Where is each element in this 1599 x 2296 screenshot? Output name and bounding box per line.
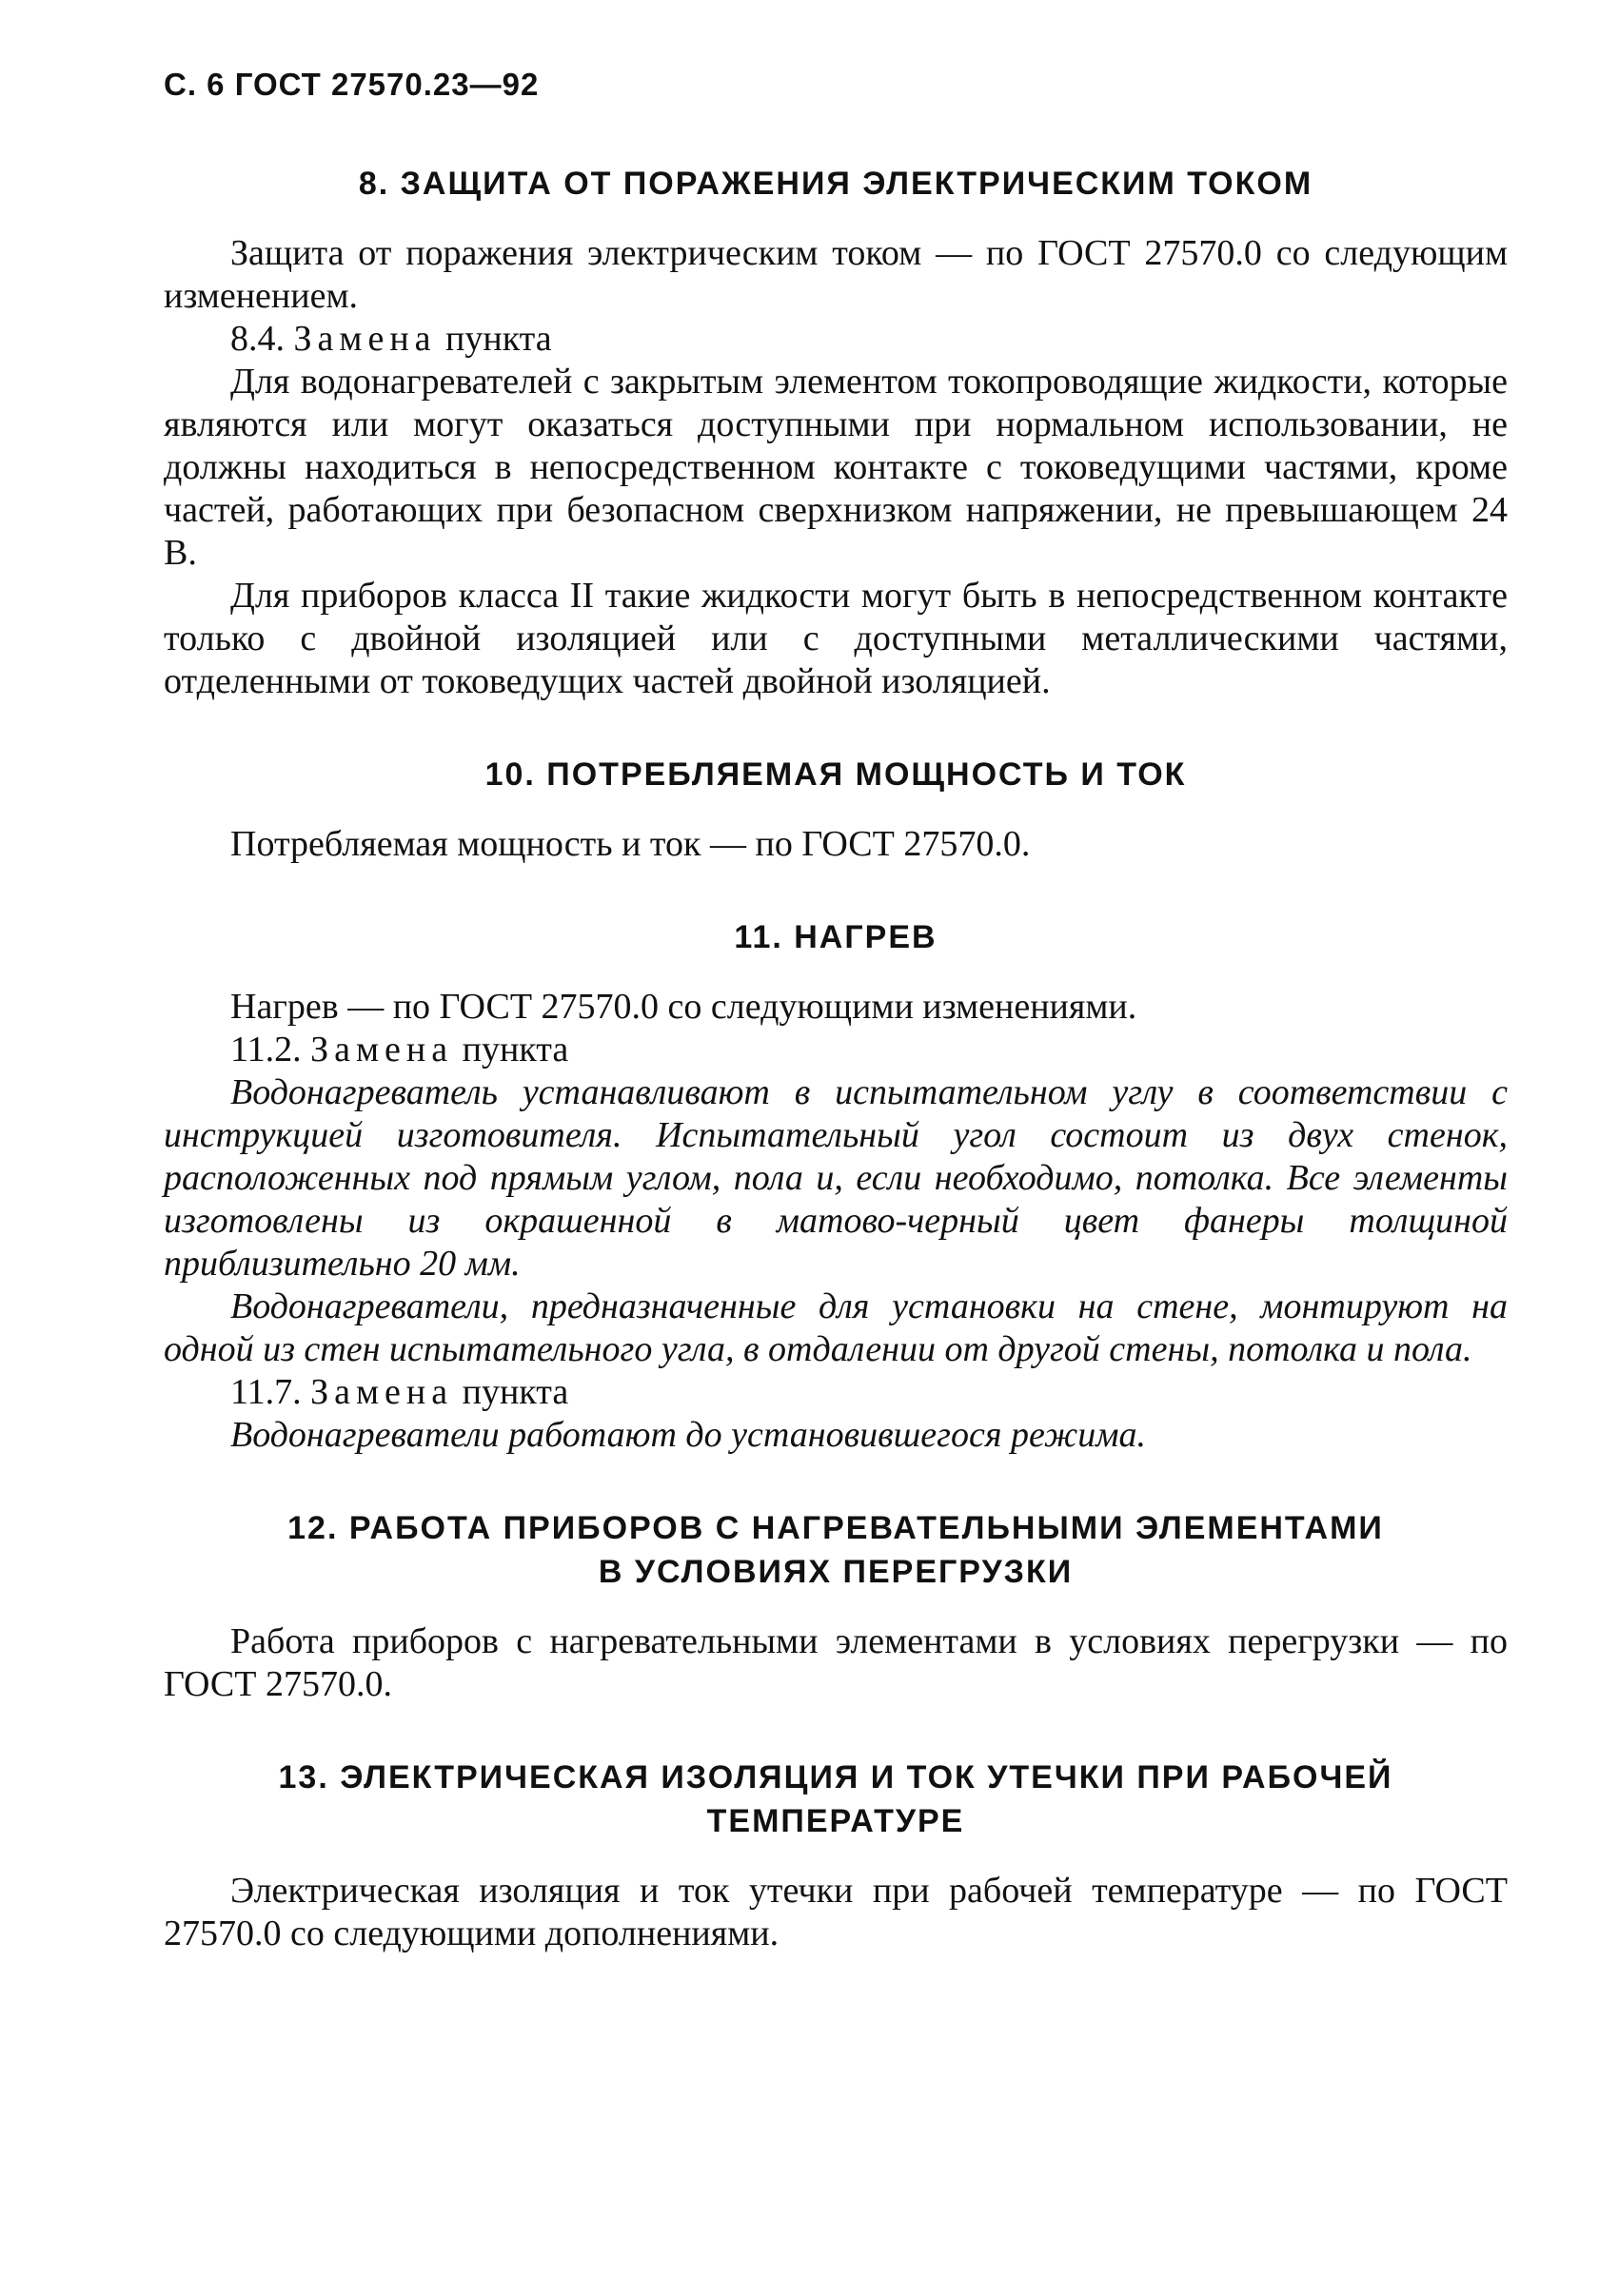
section-10 bbox=[164, 753, 1508, 866]
italic-paragraph: Водонагреватели работают до установившегося режима. bbox=[230, 1415, 1147, 1455]
italic-paragraph: Водонагреватель устанавливают в испытательном углу в соответствии с инструкцией изготовителя. Испытательный угол состоит из двух стенок, расположенных под прямым углом, пола и, если необходимо, потолка. Все элементы изготовлены из окрашенной в матово-черный цвет фанеры толщиной приблизительно 20 мм. bbox=[164, 1072, 1508, 1284]
section-13 bbox=[164, 1756, 1508, 1955]
section-title-line: ТЕМПЕРАТУРЕ bbox=[706, 1803, 965, 1839]
section-intro: Потребляемая мощность и ток — по ГОСТ 27570.0. bbox=[230, 824, 1031, 864]
paragraph: Для водонагревателей с закрытым элементом токопроводящие жидкости, которые являются или могут оказаться доступными при нормальном использовании, не должны находиться в непосредственном контакте с токоведущими частями, кроме частей, работающих при безопасном сверхнизком напряжении, не превышающем 24 В. bbox=[164, 362, 1508, 573]
clause-tail: пункта bbox=[445, 319, 552, 359]
clause-heading bbox=[164, 1029, 1508, 1071]
italic-paragraph: Водонагреватели, предназначенные для установки на стене, монтируют на одной из стен испытательного угла, в отдалении от другой стены, потолка и пола. bbox=[164, 1286, 1508, 1369]
clause-word: Замена bbox=[293, 319, 437, 359]
section-intro: Электрическая изоляция и ток утечки при рабочей температуре — по ГОСТ 27570.0 со следующими дополнениями. bbox=[164, 1871, 1508, 1953]
section-12 bbox=[164, 1506, 1508, 1706]
clause-tail: пункта bbox=[462, 1372, 569, 1412]
clause-number: 11.2. bbox=[230, 1030, 302, 1070]
clause-word: Замена bbox=[310, 1030, 454, 1070]
clause-word: Замена bbox=[310, 1372, 454, 1412]
section-title bbox=[164, 1506, 1508, 1594]
section-11 bbox=[164, 915, 1508, 1457]
section-title-line: 12. РАБОТА ПРИБОРОВ С НАГРЕВАТЕЛЬНЫМИ ЭЛЕМЕНТАМИ bbox=[287, 1510, 1384, 1546]
clause-heading bbox=[164, 1371, 1508, 1414]
page-content bbox=[164, 162, 1508, 1955]
section-title bbox=[164, 1756, 1508, 1843]
section-title-line: В УСЛОВИЯХ ПЕРЕГРУЗКИ bbox=[598, 1554, 1074, 1590]
clause-tail: пункта bbox=[462, 1030, 569, 1070]
section-title: 8. ЗАЩИТА ОТ ПОРАЖЕНИЯ ЭЛЕКТРИЧЕСКИМ ТОКОМ bbox=[358, 166, 1313, 202]
section-intro: Защита от поражения электрическим током — по ГОСТ 27570.0 со следующим изменением. bbox=[164, 233, 1508, 316]
section-intro: Нагрев — по ГОСТ 27570.0 со следующими изменениями. bbox=[230, 987, 1137, 1027]
section-intro: Работа приборов с нагревательными элементами в условиях перегрузки — по ГОСТ 27570.0. bbox=[164, 1621, 1508, 1704]
paragraph: Для приборов класса II такие жидкости могут быть в непосредственном контакте только с двойной изоляцией или с доступными металлическими частями, отделенными от токоведущих частей двойной изоляцией. bbox=[164, 576, 1508, 701]
section-8 bbox=[164, 162, 1508, 703]
running-head: С. 6 ГОСТ 27570.23—92 bbox=[164, 67, 540, 102]
clause-heading bbox=[164, 318, 1508, 361]
document-page bbox=[164, 0, 1508, 2296]
clause-number: 11.7. bbox=[230, 1372, 302, 1412]
section-title: 10. ПОТРЕБЛЯЕМАЯ МОЩНОСТЬ И ТОК bbox=[484, 756, 1187, 793]
section-title-line: 13. ЭЛЕКТРИЧЕСКАЯ ИЗОЛЯЦИЯ И ТОК УТЕЧКИ ПРИ РАБОЧЕЙ bbox=[278, 1759, 1393, 1796]
clause-number: 8.4. bbox=[230, 319, 285, 359]
section-title: 11. НАГРЕВ bbox=[734, 919, 938, 955]
